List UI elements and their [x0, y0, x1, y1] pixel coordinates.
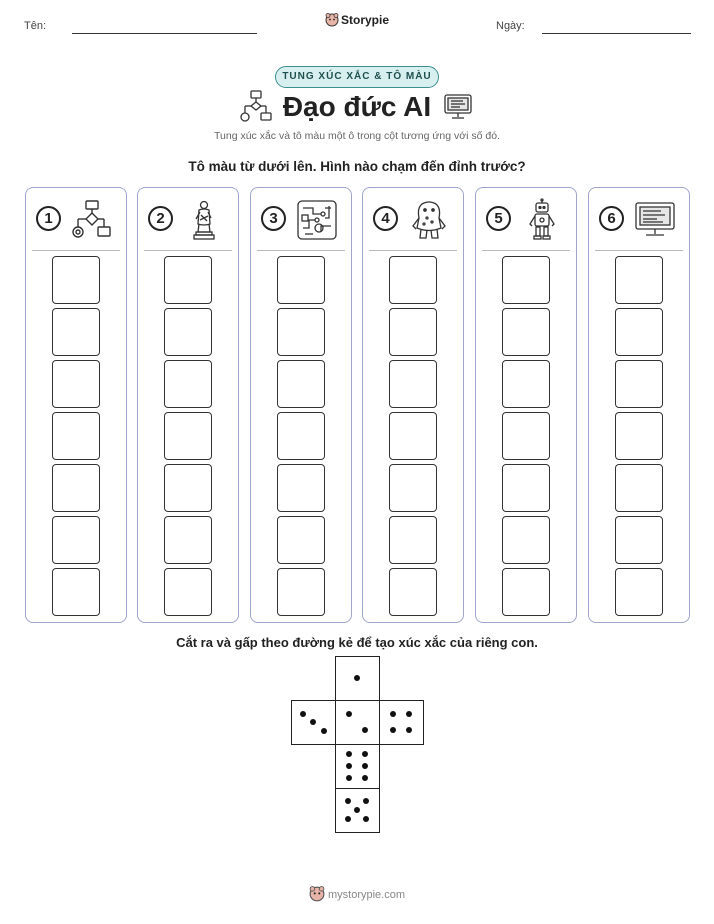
die-face-1: [335, 656, 380, 701]
computer-monitor-icon: [633, 198, 677, 242]
color-cell[interactable]: [615, 516, 663, 564]
die-pip: [390, 711, 396, 717]
die-face-6: [335, 744, 380, 789]
date-label: Ngày:: [496, 20, 525, 32]
die-pip: [362, 775, 368, 781]
color-cell[interactable]: [277, 568, 325, 616]
die-pip: [390, 727, 396, 733]
die-pip: [346, 775, 352, 781]
robot-creature-icon: [407, 198, 451, 242]
color-cell[interactable]: [502, 360, 550, 408]
column-5: [475, 187, 577, 623]
color-cell[interactable]: [52, 568, 100, 616]
color-cell[interactable]: [502, 464, 550, 512]
die-pip: [310, 719, 316, 725]
die-pip: [300, 711, 306, 717]
die-pip: [362, 727, 368, 733]
die-pip: [363, 798, 369, 804]
color-cell[interactable]: [164, 568, 212, 616]
die-instruction: Cắt ra và gấp theo đường kẻ để tạo xúc xắc của riêng con.: [176, 635, 538, 650]
column-1: [25, 187, 127, 623]
color-cell[interactable]: [389, 412, 437, 460]
die-pip: [346, 711, 352, 717]
die-pip: [354, 807, 360, 813]
color-cell[interactable]: [277, 256, 325, 304]
color-cell[interactable]: [502, 308, 550, 356]
color-cell[interactable]: [52, 308, 100, 356]
color-cell[interactable]: [502, 516, 550, 564]
color-cell[interactable]: [389, 568, 437, 616]
color-cell[interactable]: [502, 256, 550, 304]
storypie-mascot-icon: [309, 886, 325, 902]
brand-name: Storypie: [340, 13, 389, 27]
color-cell[interactable]: [615, 360, 663, 408]
color-cell[interactable]: [389, 464, 437, 512]
computer-monitor-icon: [443, 93, 473, 121]
column-number: 2: [148, 206, 173, 231]
die-pip: [345, 816, 351, 822]
name-line: [72, 33, 257, 34]
die-pip: [363, 816, 369, 822]
die-pip: [406, 727, 412, 733]
color-cell[interactable]: [615, 256, 663, 304]
color-cell[interactable]: [164, 360, 212, 408]
color-cell[interactable]: [164, 412, 212, 460]
column-6: [588, 187, 690, 623]
die-face-5: [335, 788, 380, 833]
color-cell[interactable]: [164, 256, 212, 304]
color-cell[interactable]: [277, 360, 325, 408]
color-cell[interactable]: [615, 568, 663, 616]
color-cell[interactable]: [615, 464, 663, 512]
color-cell[interactable]: [164, 516, 212, 564]
die-face-3: [291, 700, 336, 745]
die-pip: [346, 763, 352, 769]
circuit-board-icon: [295, 198, 339, 242]
color-cell[interactable]: [52, 360, 100, 408]
color-cell[interactable]: [389, 308, 437, 356]
die-pip: [362, 751, 368, 757]
column-number: 4: [373, 206, 398, 231]
column-number: 3: [261, 206, 286, 231]
die-pip: [346, 751, 352, 757]
color-cell[interactable]: [164, 308, 212, 356]
flowchart-icon: [70, 198, 114, 242]
die-face-4: [379, 700, 424, 745]
color-cell[interactable]: [52, 256, 100, 304]
date-line: [542, 33, 691, 34]
die-face-2: [335, 700, 380, 745]
flowchart-icon: [240, 90, 274, 122]
color-cell[interactable]: [164, 464, 212, 512]
column-3: [250, 187, 352, 623]
column-2: [137, 187, 239, 623]
brand-logo: [0, 13, 714, 27]
color-cell[interactable]: [615, 412, 663, 460]
die-pip: [406, 711, 412, 717]
activity-badge: TUNG XÚC XẮC & TÔ MÀU: [275, 66, 439, 88]
robot-icon: [520, 198, 564, 242]
color-cell[interactable]: [389, 360, 437, 408]
footer-url: mystorypie.com: [327, 889, 406, 901]
column-4: [362, 187, 464, 623]
color-cell[interactable]: [389, 256, 437, 304]
die-pip: [321, 728, 327, 734]
coloring-instruction: Tô màu từ dưới lên. Hình nào chạm đến đỉnh trước?: [188, 159, 526, 174]
color-cell[interactable]: [277, 516, 325, 564]
color-cell[interactable]: [389, 516, 437, 564]
color-cell[interactable]: [615, 308, 663, 356]
color-cell[interactable]: [277, 464, 325, 512]
die-pip: [354, 675, 360, 681]
color-cell[interactable]: [52, 516, 100, 564]
color-cell[interactable]: [502, 412, 550, 460]
die-pip: [362, 763, 368, 769]
column-number: 5: [486, 206, 511, 231]
color-cell[interactable]: [277, 412, 325, 460]
footer: [0, 886, 714, 902]
name-label: Tên:: [24, 20, 47, 32]
storypie-mascot-icon: [325, 13, 339, 27]
color-cell[interactable]: [52, 464, 100, 512]
statue-icon: [182, 198, 226, 242]
column-number: 1: [36, 206, 61, 231]
color-cell[interactable]: [277, 308, 325, 356]
page-title: Đạo đức AI: [282, 91, 432, 122]
color-cell[interactable]: [52, 412, 100, 460]
color-cell[interactable]: [502, 568, 550, 616]
column-number: 6: [599, 206, 624, 231]
subtitle: Tung xúc xắc và tô màu một ô trong cột tương ứng với số đó.: [214, 130, 500, 142]
die-pip: [345, 798, 351, 804]
